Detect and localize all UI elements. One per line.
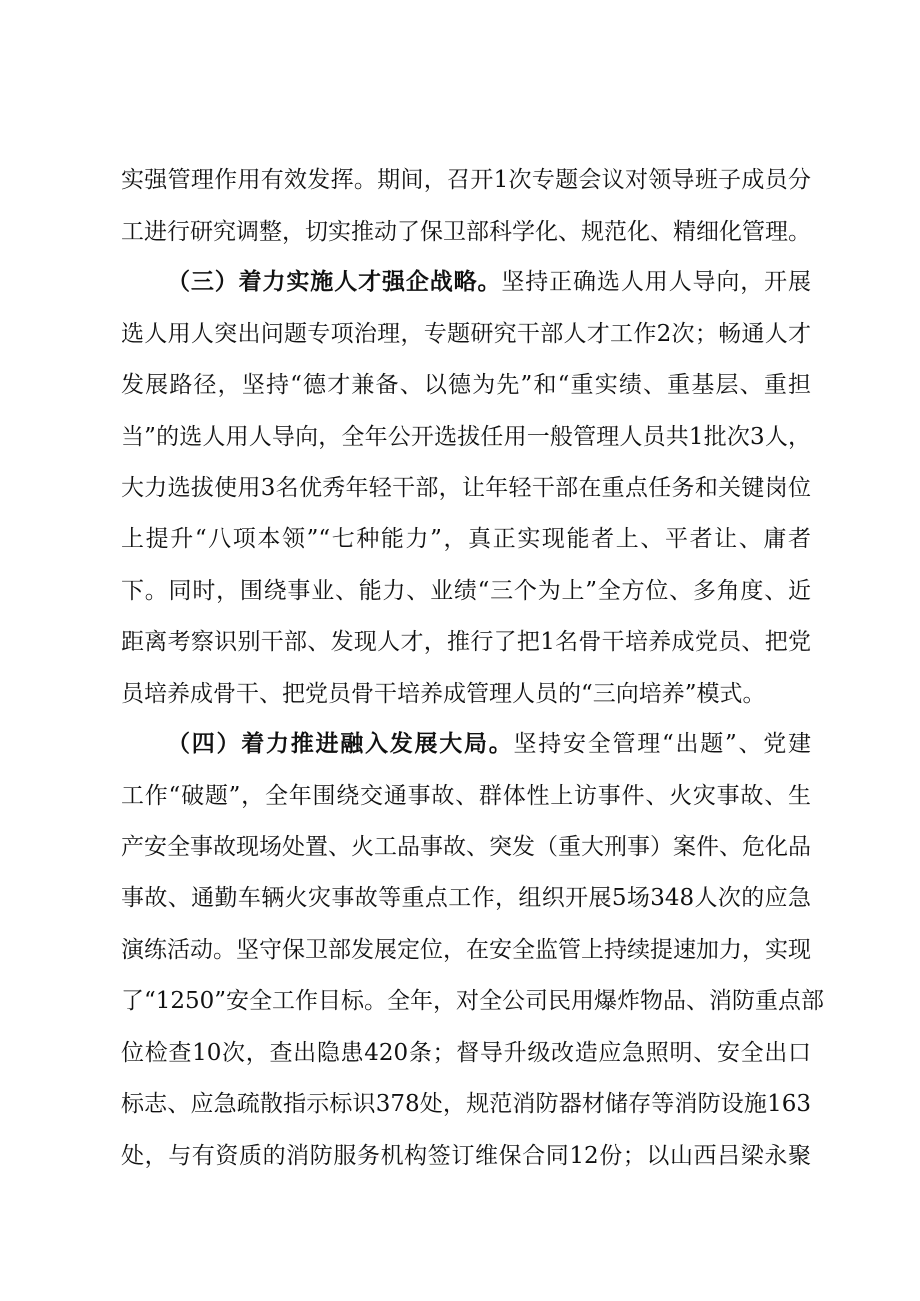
text-line-20: 处，与有资质的消防服务机构签订维保合同12份；以山西吕梁永聚 <box>121 1143 811 1169</box>
text-line-11: 员培养成骨干、把党员骨干培养成管理人员的“三向培养”模式。 <box>121 681 766 707</box>
section-paragraph-3-first-line <box>167 266 811 298</box>
text-line-13: 工作“破题”，全年围绕交通事故、群体性上访事件、火灾事故、生 <box>121 783 811 809</box>
section-heading-4: （四）着力推进融入发展大局。 <box>167 730 514 757</box>
text-line-6: 当”的选人用人导向，全年公开选拔任用一般管理人员共1批次3人， <box>121 424 811 450</box>
text-line-4: 选人用人突出问题专项治理，专题研究干部人才工作2次；畅通人才 <box>121 321 811 347</box>
text-line-1: 实强管理作用有效发挥。期间，召开1次专题会议对领导班子成员分 <box>121 167 811 193</box>
text-line-5: 发展路径，坚持“德才兼备、以德为先”和“重实绩、重基层、重担 <box>121 372 811 398</box>
text-line-8: 上提升“八项本领”“七种能力”，真正实现能者上、平者让、庸者 <box>121 526 811 552</box>
text-line-19: 标志、应急疏散指示标识378处，规范消防器材储存等消防设施163 <box>121 1091 811 1117</box>
text-line-9: 下。同时，围绕事业、能力、业绩“三个为上”全方位、多角度、近 <box>121 578 811 604</box>
section-3-lead-text: 坚持正确选人用人导向，开展 <box>501 269 812 295</box>
text-line-16: 演练活动。坚守保卫部发展定位，在安全监管上持续提速加力，实现 <box>121 937 811 963</box>
text-line-14: 产安全事故现场处置、火工品事故、突发（重大刑事）案件、危化品 <box>121 834 811 860</box>
text-line-18: 位检查10次，查出隐患420条；督导升级改造应急照明、安全出口 <box>121 1040 811 1066</box>
section-paragraph-4-first-line <box>167 728 811 760</box>
section-4-lead-text: 坚持安全管理“出题”、党建 <box>513 731 811 757</box>
text-line-2: 工进行研究调整，切实推动了保卫部科学化、规范化、精细化管理。 <box>121 219 811 245</box>
section-heading-3: （三）着力实施人才强企战略。 <box>167 268 502 295</box>
text-line-17: 了“1250”安全工作目标。全年，对全公司民用爆炸物品、消防重点部 <box>121 988 825 1014</box>
text-line-15: 事故、通勤车辆火灾事故等重点工作，组织开展5场348人次的应急 <box>121 885 811 911</box>
text-line-7: 大力选拔使用3名优秀年轻干部，让年轻干部在重点任务和关键岗位 <box>121 475 811 501</box>
text-line-10: 距离考察识别干部、发现人才，推行了把1名骨干培养成党员、把党 <box>121 629 811 655</box>
